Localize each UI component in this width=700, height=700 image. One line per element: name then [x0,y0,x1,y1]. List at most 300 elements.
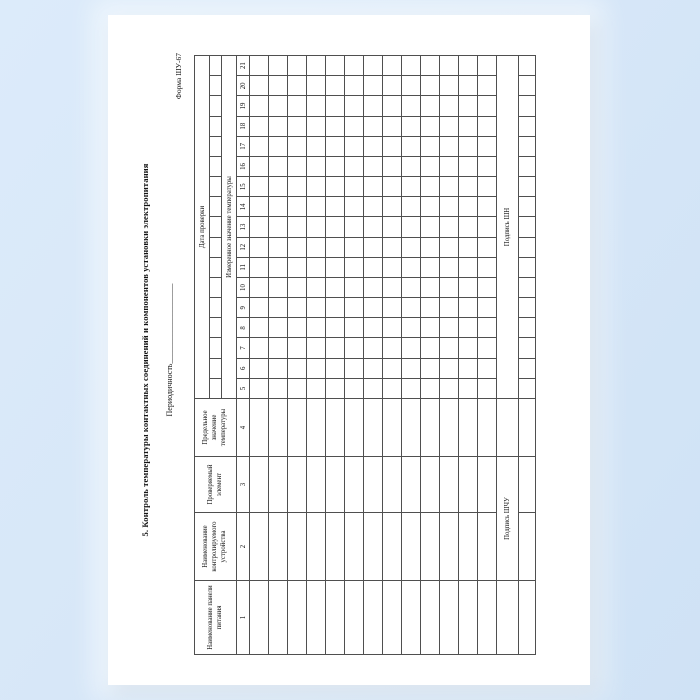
data-cell [288,156,307,176]
data-cell [519,378,536,398]
data-cell [402,581,421,655]
data-cell [459,318,478,338]
data-cell [250,318,269,338]
data-cell [519,513,536,581]
data-cell [250,177,269,197]
data-cell [383,358,402,378]
data-cell [478,217,497,237]
data-cell [421,298,440,318]
data-cell [288,257,307,277]
data-cell [345,237,364,257]
data-cell [440,457,459,513]
data-cell [478,237,497,257]
data-cell [250,581,269,655]
data-cell [307,257,326,277]
data-cell [326,513,345,581]
data-cell [519,358,536,378]
data-cell [383,76,402,96]
signature-shchu-cell: Подпись ШЧУ [497,457,519,581]
data-cell [326,217,345,237]
column-number-cell: 14 [237,197,250,217]
data-cell [326,237,345,257]
date-entry-cell [210,177,222,197]
data-cell [478,338,497,358]
data-cell [345,338,364,358]
data-cell [364,399,383,457]
data-cell [402,358,421,378]
data-cell [383,457,402,513]
data-cell [326,197,345,217]
data-cell [421,257,440,277]
table-row [307,56,326,655]
data-cell [269,76,288,96]
data-cell [519,156,536,176]
column-number-cell: 17 [237,136,250,156]
data-cell [519,399,536,457]
data-cell [440,399,459,457]
data-cell [478,399,497,457]
data-cell [288,177,307,197]
date-entry-cell [210,378,222,398]
data-cell [459,156,478,176]
data-cell [307,177,326,197]
data-cell [519,338,536,358]
data-cell [326,358,345,378]
data-cell [519,277,536,297]
data-cell [269,217,288,237]
data-cell [383,56,402,76]
data-cell [459,399,478,457]
data-cell [421,136,440,156]
data-cell [345,96,364,116]
data-cell [269,378,288,398]
temperature-table [194,55,536,655]
data-cell [326,156,345,176]
data-cell [383,217,402,237]
date-entry-cell [210,298,222,318]
data-cell [364,76,383,96]
column-number-cell: 15 [237,177,250,197]
data-cell [288,457,307,513]
data-cell [364,513,383,581]
data-cell [269,581,288,655]
data-cell [421,56,440,76]
table-row [364,56,383,655]
data-cell [459,298,478,318]
column-number-cell: 2 [237,513,250,581]
data-cell [288,76,307,96]
data-cell [459,217,478,237]
data-cell [478,457,497,513]
data-cell [288,217,307,237]
data-cell [307,358,326,378]
data-cell [478,197,497,217]
data-cell [307,56,326,76]
data-cell [269,136,288,156]
signature-shn-cell: Подпись ШН [497,56,519,399]
data-cell [364,156,383,176]
data-cell [288,378,307,398]
signature-empty-cell [497,399,519,457]
column-number-cell: 4 [237,399,250,457]
data-cell [519,116,536,136]
data-cell [421,76,440,96]
data-cell [421,96,440,116]
data-cell [307,318,326,338]
data-cell [402,197,421,217]
data-cell [250,96,269,116]
data-cell [326,136,345,156]
data-cell [402,96,421,116]
data-cell [459,457,478,513]
data-cell [326,298,345,318]
data-cell [269,96,288,116]
data-cell [440,76,459,96]
data-cell [345,116,364,136]
data-cell [345,197,364,217]
data-cell [440,96,459,116]
data-cell [459,76,478,96]
data-cell [459,378,478,398]
data-cell [440,177,459,197]
data-cell [307,76,326,96]
data-cell [383,513,402,581]
data-cell [250,257,269,277]
data-cell [402,399,421,457]
data-cell [345,581,364,655]
data-cell [478,76,497,96]
data-cell [421,277,440,297]
data-cell [519,197,536,217]
data-cell [345,378,364,398]
data-cell [459,56,478,76]
data-cell [250,237,269,257]
date-entry-cell [210,318,222,338]
data-cell [269,237,288,257]
data-cell [269,116,288,136]
data-cell [326,399,345,457]
column-number-cell: 21 [237,56,250,76]
data-cell [364,277,383,297]
data-cell [440,257,459,277]
data-cell [421,197,440,217]
data-cell [307,277,326,297]
data-cell [478,378,497,398]
data-cell [421,358,440,378]
data-cell [440,358,459,378]
date-entry-cell [210,277,222,297]
data-cell [402,338,421,358]
data-cell [478,56,497,76]
column-number-cell: 7 [237,338,250,358]
data-cell [478,96,497,116]
data-cell [326,378,345,398]
data-cell [250,513,269,581]
data-cell [402,217,421,237]
column-number-cell: 12 [237,237,250,257]
data-cell [307,237,326,257]
data-cell [421,237,440,257]
data-cell [307,197,326,217]
table-row [459,56,478,655]
data-cell [519,56,536,76]
table-row [421,56,440,655]
data-cell [478,581,497,655]
table-row [478,56,497,655]
data-cell [478,358,497,378]
document-page [108,15,590,685]
table-row [237,56,250,655]
data-cell [440,156,459,176]
data-cell [383,318,402,338]
column-header-cell: Предельное значение температуры [195,399,237,457]
data-cell [519,76,536,96]
data-cell [478,257,497,277]
data-cell [288,56,307,76]
data-cell [421,457,440,513]
data-cell [440,378,459,398]
data-cell [307,96,326,116]
data-cell [478,116,497,136]
data-cell [383,581,402,655]
data-cell [402,513,421,581]
data-cell [402,116,421,136]
column-header-cell: Наименование панели питания [195,581,237,655]
data-cell [364,457,383,513]
data-cell [250,298,269,318]
data-cell [383,177,402,197]
data-cell [307,338,326,358]
data-cell [288,298,307,318]
data-cell [269,358,288,378]
data-cell [345,177,364,197]
data-cell [440,513,459,581]
data-cell [383,136,402,156]
data-cell [519,298,536,318]
data-cell [440,298,459,318]
data-cell [326,338,345,358]
column-number-cell: 3 [237,457,250,513]
data-cell [250,156,269,176]
data-cell [478,177,497,197]
data-cell [440,56,459,76]
data-cell [326,116,345,136]
data-cell [288,338,307,358]
data-cell [364,197,383,217]
column-number-cell: 1 [237,581,250,655]
column-number-cell: 8 [237,318,250,338]
data-cell [364,237,383,257]
column-number-cell: 11 [237,257,250,277]
date-entry-cell [210,197,222,217]
data-cell [459,513,478,581]
data-cell [345,136,364,156]
data-cell [478,298,497,318]
data-cell [421,116,440,136]
data-cell [288,399,307,457]
data-cell [459,136,478,156]
data-cell [288,277,307,297]
data-cell [269,513,288,581]
data-cell [269,298,288,318]
data-cell [519,318,536,338]
table-row [345,56,364,655]
data-cell [402,56,421,76]
data-cell [269,318,288,338]
data-cell [440,197,459,217]
date-group-header-cell: Дата проверки [195,56,210,399]
data-cell [478,513,497,581]
data-cell [307,581,326,655]
data-cell [459,338,478,358]
date-entry-cell [210,338,222,358]
data-cell [519,237,536,257]
data-cell [459,197,478,217]
column-header-cell: Наименование контролируемого устройства [195,513,237,581]
date-entry-cell [210,217,222,237]
data-cell [478,277,497,297]
data-cell [402,156,421,176]
date-entry-cell [210,116,222,136]
column-number-cell: 5 [237,378,250,398]
data-cell [364,56,383,76]
data-cell [364,358,383,378]
data-cell [288,136,307,156]
data-cell [402,177,421,197]
data-cell [345,358,364,378]
data-cell [383,96,402,116]
data-cell [478,318,497,338]
data-cell [519,177,536,197]
form-code: Форма ШУ-67 [174,53,183,100]
data-cell [459,177,478,197]
data-cell [402,378,421,398]
data-cell [459,257,478,277]
periodicity-line [165,15,174,685]
data-cell [440,217,459,237]
data-cell [402,136,421,156]
table-row [440,56,459,655]
data-cell [269,277,288,297]
data-cell [402,76,421,96]
data-cell [250,56,269,76]
data-cell [364,318,383,338]
data-cell [402,298,421,318]
data-cell [345,318,364,338]
data-cell [402,277,421,297]
data-cell [307,378,326,398]
data-cell [288,96,307,116]
data-cell [383,237,402,257]
data-cell [440,277,459,297]
data-cell [307,298,326,318]
data-cell [326,56,345,76]
column-number-cell: 20 [237,76,250,96]
data-cell [288,318,307,338]
column-header-cell: Проверяемый элемент [195,457,237,513]
data-cell [307,217,326,237]
data-cell [250,76,269,96]
data-cell [383,378,402,398]
data-cell [459,116,478,136]
data-cell [364,217,383,237]
periodicity-blank: ____________________ [165,283,174,364]
data-cell [383,338,402,358]
data-cell [326,457,345,513]
date-entry-cell [210,96,222,116]
date-entry-cell [210,136,222,156]
data-cell [364,378,383,398]
data-cell [440,136,459,156]
data-cell [364,136,383,156]
data-cell [269,177,288,197]
column-number-cell: 9 [237,298,250,318]
data-cell [364,338,383,358]
data-cell [383,399,402,457]
data-cell [307,457,326,513]
data-cell [402,457,421,513]
data-cell [288,197,307,217]
data-cell [383,257,402,277]
data-cell [519,136,536,156]
data-cell [307,156,326,176]
data-cell [269,338,288,358]
data-cell [478,156,497,176]
data-cell [345,56,364,76]
data-cell [250,378,269,398]
data-cell [345,513,364,581]
column-number-cell: 10 [237,277,250,297]
column-number-cell: 6 [237,358,250,378]
table-row [519,56,536,655]
data-cell [459,237,478,257]
periodicity-label: Периодичность [165,363,174,417]
data-cell [326,257,345,277]
data-cell [421,399,440,457]
data-cell [440,581,459,655]
data-cell [421,177,440,197]
date-entry-cell [210,358,222,378]
form-title: 5. Контроль температуры контактных соединений и компонентов установки электропитания [140,163,150,537]
data-cell [364,116,383,136]
data-cell [345,298,364,318]
data-cell [250,338,269,358]
data-cell [421,338,440,358]
data-cell [519,581,536,655]
date-entry-cell [210,257,222,277]
data-cell [288,513,307,581]
date-entry-cell [210,156,222,176]
data-cell [402,257,421,277]
data-cell [269,156,288,176]
data-cell [326,177,345,197]
data-cell [345,156,364,176]
data-cell [345,257,364,277]
data-cell [307,136,326,156]
data-cell [326,581,345,655]
data-cell [421,581,440,655]
data-cell [459,96,478,116]
data-cell [364,298,383,318]
data-cell [326,96,345,116]
data-cell [345,399,364,457]
data-cell [326,318,345,338]
table-row [250,56,269,655]
data-cell [269,197,288,217]
data-cell [269,457,288,513]
column-number-cell: 13 [237,217,250,237]
data-cell [402,237,421,257]
